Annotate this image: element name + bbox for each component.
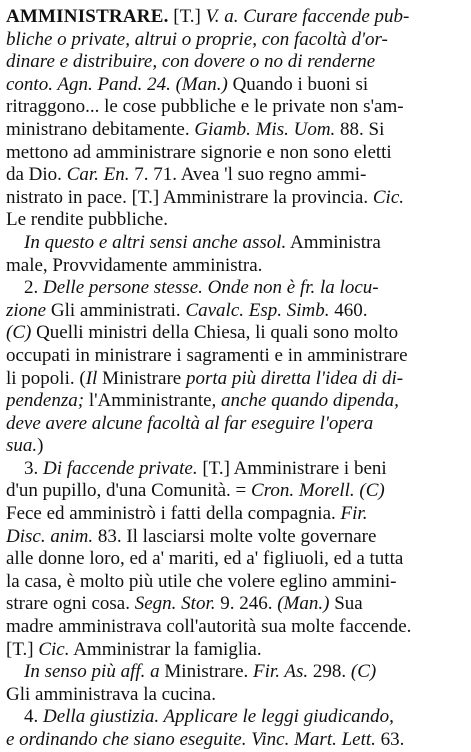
text-segment: ) (37, 435, 44, 457)
entry-line (6, 187, 461, 210)
italic-text: (C) (350, 661, 377, 683)
italic-text: In senso più aff. a (24, 661, 160, 683)
text-segment: la casa, è molto più utile che volere eglino ammini- (6, 570, 397, 592)
text-segment: 83. Il lasciarsi molte volte governare (93, 525, 377, 547)
entry-line (6, 368, 461, 391)
italic-text: conto. Agn. Pand. 24. (Man.) (6, 73, 228, 95)
entry-line (6, 277, 461, 300)
text-segment: strare ogni cosa. (6, 593, 135, 615)
entry-line (6, 6, 461, 29)
italic-text: Fir. As. (253, 661, 309, 683)
italic-text: Il (85, 367, 98, 389)
text-segment: male, Provvidamente amministra. (6, 254, 263, 276)
text-segment: Quelli ministri della Chiesa, li quali sono molto (31, 322, 399, 344)
text-segment: Amministrar la famiglia. (69, 638, 262, 660)
italic-text: Di faccende private. (43, 457, 198, 479)
italic-text: Cavalc. Esp. Simb. (185, 299, 330, 321)
entry-line (6, 526, 461, 549)
text-segment: 298. (308, 661, 351, 683)
entry-line (6, 255, 461, 278)
text-segment: Gli amministrava la cucina. (6, 683, 216, 705)
italic-text: Fir. (340, 503, 368, 525)
text-segment: ritraggono... le cose pubbliche e le private non s'am- (6, 96, 404, 118)
entry-line (6, 164, 461, 187)
italic-text: Disc. anim. (6, 525, 94, 547)
italic-text: sua. (6, 435, 38, 457)
entry-line (6, 480, 461, 503)
text-segment: l'Amministrante, (84, 390, 222, 412)
italic-text: dinare e distribuire, con dovere o no di renderne (6, 51, 376, 73)
text-segment: Ministrare (97, 367, 186, 389)
text-segment: [T.] Amministrare i beni (197, 457, 387, 479)
italic-text: e ordinando che siano eseguite. Vinc. Mart. Lett. (6, 729, 376, 750)
headword: AMMINISTRARE. (6, 6, 169, 27)
entry-line (6, 503, 461, 526)
entry-line (6, 593, 461, 616)
entry-line (6, 300, 461, 323)
entry-line (6, 661, 461, 684)
text-segment: Ministrare. (159, 661, 254, 683)
dictionary-entry-amministrare (6, 6, 461, 752)
text-segment: alle donne loro, ed a' mariti, ed a' figliuoli, ed a tutta (6, 548, 404, 570)
entry-line (6, 706, 461, 729)
entry-line (6, 390, 461, 413)
entry-line (6, 458, 461, 481)
text-segment: mettono ad amministrare signorie e non sono eletti (6, 141, 392, 163)
entry-line (6, 435, 461, 458)
text-segment: Le rendite pubbliche. (6, 209, 168, 231)
entry-line (6, 232, 461, 255)
text-segment: Fece ed amministrò i fatti della compagnia. (6, 503, 341, 525)
text-segment: 88. Si (335, 118, 385, 140)
italic-text: (C) (6, 322, 32, 344)
entry-line (6, 616, 461, 639)
italic-text: (Man.) (277, 593, 330, 615)
italic-text: Cic. (372, 186, 405, 208)
entry-line (6, 119, 461, 142)
entry-line (6, 322, 461, 345)
text-segment: 460. (329, 299, 368, 321)
text-segment: 9. 246. (215, 593, 278, 615)
italic-text: V. a. Curare faccende pub- (205, 6, 410, 27)
italic-text: bliche o private, altrui o proprie, con facoltà d'or- (6, 28, 388, 50)
italic-text: In questo e altri sensi anche assol. (24, 231, 287, 253)
entry-line (6, 548, 461, 571)
text-segment: 4. (24, 706, 43, 728)
entry-line (6, 413, 461, 436)
italic-text: deve avere alcune facoltà al far eseguire l'opera (6, 412, 374, 434)
italic-text: pendenza; (6, 390, 85, 412)
text-segment: 63. (375, 729, 405, 750)
italic-text: Della giustizia. Applicare le leggi giudicando, (43, 706, 394, 728)
text-segment: 2. (24, 277, 43, 299)
text-segment: [T.] (6, 638, 39, 660)
entry-line (6, 51, 461, 74)
entry-line (6, 96, 461, 119)
text-segment: ministrano debitamente. (6, 118, 195, 140)
entry-line (6, 639, 461, 662)
italic-text: Delle persone stesse. Onde non è fr. la locu- (43, 277, 379, 299)
entry-line (6, 209, 461, 232)
italic-text: Giamb. Mis. Uom. (194, 118, 336, 140)
text-segment: d'un pupillo, d'una Comunità. = (6, 480, 252, 502)
text-segment: occupati in ministrare i sagramenti e in amministrare (6, 344, 408, 366)
entry-line (6, 74, 461, 97)
italic-text: Car. En. (66, 164, 130, 186)
italic-text: Segn. Stor. (134, 593, 216, 615)
entry-line (6, 571, 461, 594)
entry-line (6, 29, 461, 52)
italic-text: zione (6, 299, 47, 321)
text-segment: 7. 71. Avea 'l suo regno ammi- (129, 164, 367, 186)
italic-text: Cic. (38, 638, 70, 660)
text-segment: Gli amministrati. (46, 299, 186, 321)
text-segment: madre amministrava coll'autorità sua molte faccende. (6, 616, 412, 638)
entry-line (6, 345, 461, 368)
text-segment: Amministra (286, 231, 381, 253)
text-segment: nistrato in pace. [T.] Amministrare la provincia. (6, 186, 373, 208)
text-segment: 3. (24, 457, 43, 479)
text-segment: da Dio. (6, 164, 67, 186)
entry-line (6, 684, 461, 707)
entry-line (6, 729, 461, 752)
italic-text: porta più diretta l'idea di di- (185, 367, 404, 389)
text-segment: Sua (329, 593, 363, 615)
entry-line (6, 142, 461, 165)
italic-text: Cron. Morell. (C) (251, 480, 385, 502)
text-segment: Quando i buoni si (227, 73, 369, 95)
text-segment: li popoli. ( (6, 367, 86, 389)
text-segment: [T.] (168, 6, 206, 27)
italic-text: anche quando dipenda, (221, 390, 399, 412)
